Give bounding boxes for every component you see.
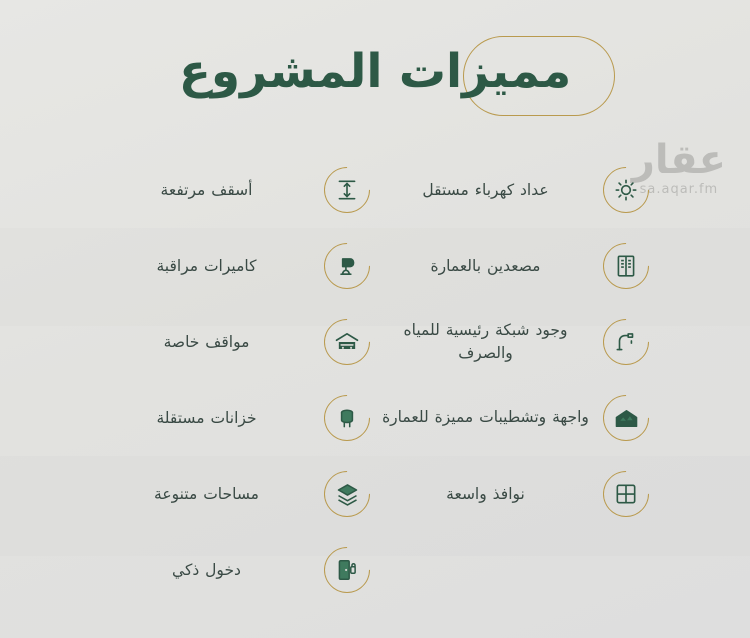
light-bulb-icon: [598, 162, 654, 218]
feature-label: دخول ذكي: [172, 560, 241, 579]
feature-item: [375, 380, 654, 456]
feature-item: [96, 228, 375, 304]
feature-label: مواقف خاصة: [163, 332, 250, 351]
feature-label: نوافذ واسعة: [446, 484, 525, 503]
feature-label: عداد كهرباء مستقل: [422, 180, 549, 199]
car-parking-icon: [319, 314, 375, 370]
feature-item: [96, 152, 375, 228]
security-camera-icon: [319, 238, 375, 294]
page-title-container: [0, 36, 750, 111]
water-tap-icon: [598, 314, 654, 370]
watermark-url: sa.aqar.fm: [639, 182, 719, 197]
watermark-logo: عقار: [631, 137, 726, 183]
feature-item: [375, 456, 654, 532]
elevator-icon: [598, 238, 654, 294]
feature-item: [96, 304, 375, 380]
features-grid: [96, 152, 654, 608]
window-icon: [598, 466, 654, 522]
feature-label: خزانات مستقلة: [156, 408, 257, 427]
feature-item: [375, 152, 654, 228]
ceiling-height-icon: [319, 162, 375, 218]
page-title: مميزات المشروع: [178, 44, 572, 99]
features-column-left: [96, 152, 375, 608]
feature-label: مصعدين بالعمارة: [430, 256, 541, 275]
layers-area-icon: [319, 466, 375, 522]
feature-label: أسقف مرتفعة: [160, 180, 253, 199]
feature-item: [96, 456, 375, 532]
features-column-right: [375, 152, 654, 608]
title-pill: [135, 36, 615, 111]
building-facade-icon: [598, 390, 654, 446]
smart-lock-icon: [319, 542, 375, 598]
feature-item: [96, 380, 375, 456]
feature-item: [375, 304, 654, 380]
feature-item: [96, 532, 375, 608]
water-tank-icon: [319, 390, 375, 446]
feature-label: كاميرات مراقبة: [156, 256, 257, 275]
feature-label: واجهة وتشطيبات مميزة للعمارة: [382, 408, 589, 427]
feature-item: [375, 228, 654, 304]
feature-label: وجود شبكة رئيسية للمياه والصرف: [403, 320, 568, 362]
feature-label: مساحات متنوعة: [154, 484, 259, 503]
